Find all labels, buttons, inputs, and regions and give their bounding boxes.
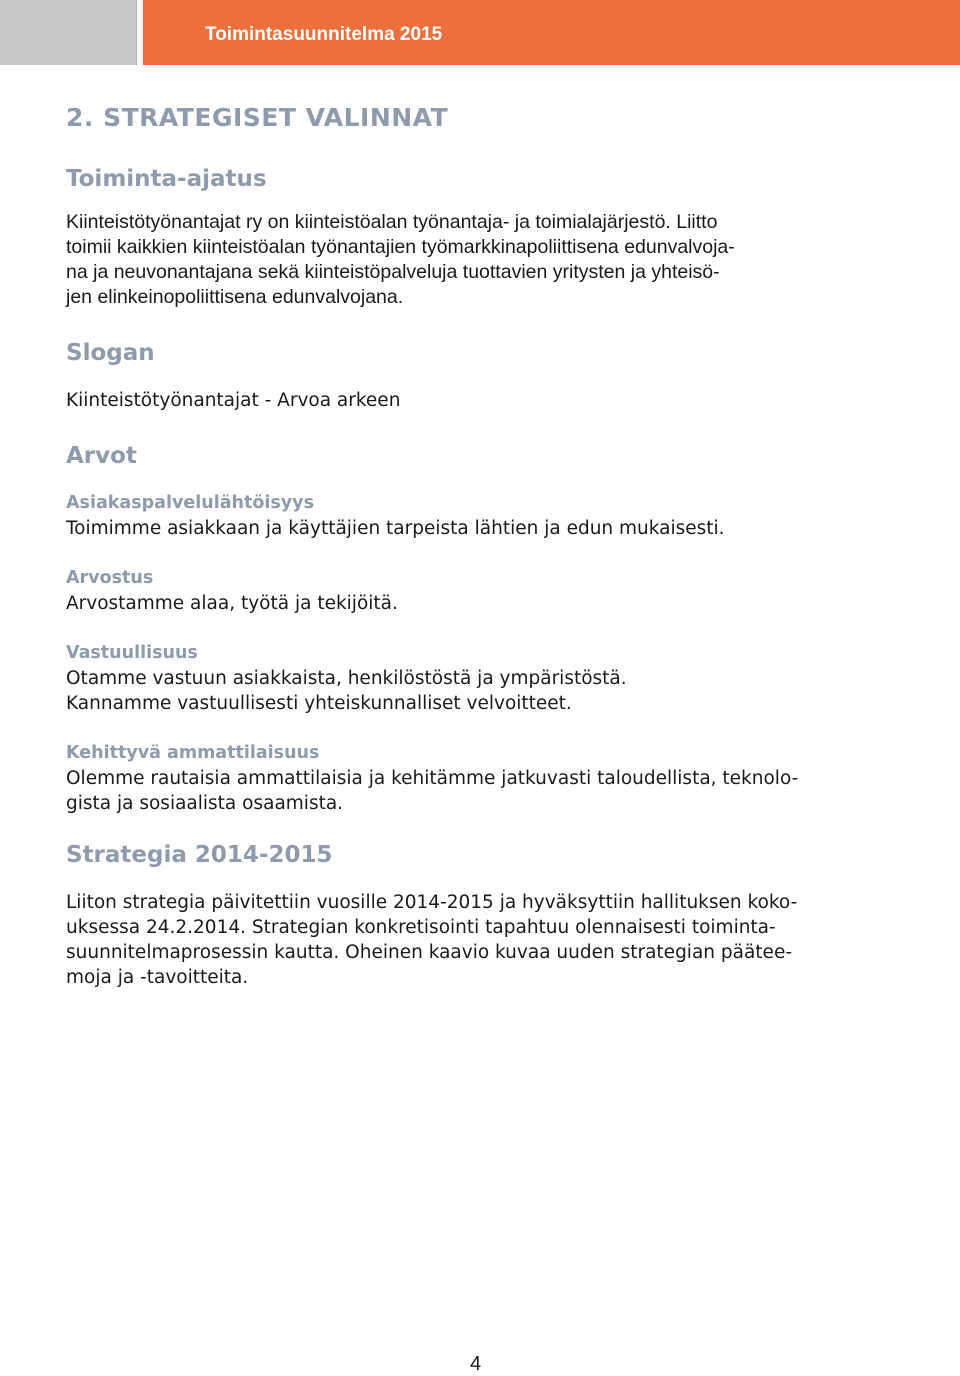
paragraph-toiminta-ajatus — [66, 210, 896, 310]
value-item — [66, 566, 896, 616]
text-line: toimii kaikkien kiinteistöalan työnantajien työmarkkinapoliittisena edunvalvoja- — [66, 236, 735, 258]
text-line: na ja neuvonantajana sekä kiinteistöpalveluja tuottavien yritysten ja yhteisö- — [66, 261, 720, 283]
section-title: 2. STRATEGISET VALINNAT — [66, 103, 449, 132]
slogan-text: Kiinteistötyönantajat - Arvoa arkeen — [66, 390, 401, 411]
value-title: Asiakaspalvelulähtöisyys — [66, 493, 314, 513]
text-line: moja ja -tavoitteita. — [66, 967, 249, 988]
text-line: Liiton strategia päivitettiin vuosille 2014-2015 ja hyväksyttiin hallituksen koko- — [66, 892, 798, 913]
heading-strategia: Strategia 2014-2015 — [66, 842, 333, 868]
text-line: jen elinkeinopoliittisena edunvalvojana. — [66, 286, 404, 308]
value-item — [66, 741, 896, 816]
value-title: Vastuullisuus — [66, 643, 198, 663]
document-title: Toimintasuunnitelma 2015 — [205, 24, 443, 45]
value-text: Kannamme vastuullisesti yhteiskunnalliset velvoitteet. — [66, 693, 572, 714]
paragraph-strategia — [66, 890, 896, 990]
value-text: Olemme rautaisia ammattilaisia ja kehitämme jatkuvasti taloudellista, teknolo- — [66, 768, 799, 789]
value-item — [66, 491, 896, 541]
heading-slogan: Slogan — [66, 340, 155, 366]
value-text: Otamme vastuun asiakkaista, henkilöstöstä ja ympäristöstä. — [66, 668, 627, 689]
header-gray-block — [0, 0, 137, 65]
value-text: Toimimme asiakkaan ja käyttäjien tarpeista lähtien ja edun mukaisesti. — [66, 518, 725, 539]
text-line: suunnitelmaprosessin kautta. Oheinen kaavio kuvaa uuden strategian pääteе- — [66, 942, 792, 963]
header-bar — [143, 0, 960, 65]
value-text: Arvostamme alaa, työtä ja tekijöitä. — [66, 593, 398, 614]
heading-toiminta-ajatus: Toiminta-ajatus — [66, 166, 267, 192]
text-line: uksessa 24.2.2014. Strategian konkretisointi tapahtuu olennaisesti toiminta- — [66, 917, 776, 938]
value-text: gista ja sosiaalista osaamista. — [66, 793, 344, 814]
page-number: 4 — [470, 1353, 482, 1375]
heading-arvot: Arvot — [66, 443, 137, 469]
page-content — [66, 100, 896, 990]
value-title: Arvostus — [66, 568, 154, 588]
value-title: Kehittyvä ammattilaisuus — [66, 743, 320, 763]
value-item — [66, 641, 896, 716]
text-line: Kiinteistötyönantajat ry on kiinteistöalan työnantaja- ja toimialajärjestö. Liitto — [66, 211, 718, 233]
